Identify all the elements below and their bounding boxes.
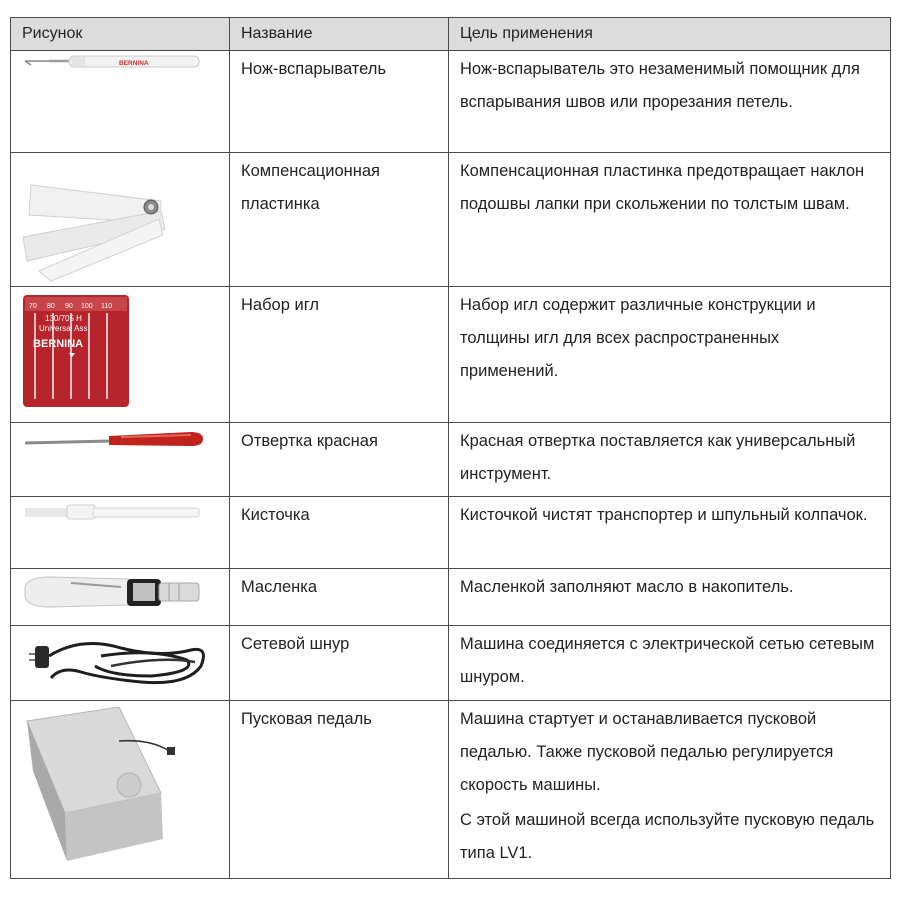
table-row bbox=[11, 423, 891, 497]
needle-size-label: 110 bbox=[101, 303, 113, 310]
needle-type: Universal Ass. bbox=[39, 324, 90, 333]
needle-size-label: 80 bbox=[47, 303, 55, 310]
table-row bbox=[11, 153, 891, 287]
accessories-table bbox=[10, 17, 891, 879]
name-cell: Компенсационная пластинка bbox=[230, 153, 449, 287]
purpose-cell bbox=[449, 497, 891, 569]
picture-cell bbox=[11, 153, 230, 287]
power-cord-image bbox=[11, 626, 228, 698]
name-cell: Пусковая педаль bbox=[230, 701, 449, 879]
needle-size-label: 100 bbox=[81, 303, 93, 310]
purpose-text: Красная отвертка поставляется как универсальный инструмент. bbox=[460, 432, 856, 483]
header-purpose: Цель применения bbox=[449, 18, 891, 51]
purpose-text: С этой машиной всегда используйте пусковую педаль типа LV1. bbox=[460, 811, 875, 862]
foot-control-image bbox=[11, 701, 228, 877]
purpose-cell bbox=[449, 153, 891, 287]
purpose-cell bbox=[449, 701, 891, 879]
name-cell: Набор игл bbox=[230, 287, 449, 423]
table-row bbox=[11, 287, 891, 423]
picture-cell bbox=[11, 287, 230, 423]
purpose-text: Машина стартует и останавливается пусковой педалью. Также пусковой педалью регулируется скорость машины. bbox=[460, 710, 834, 794]
picture-cell bbox=[11, 569, 230, 626]
purpose-text: Машина соединяется с электрической сетью сетевым шнуром. bbox=[460, 635, 875, 686]
purpose-cell bbox=[449, 423, 891, 497]
purpose-cell bbox=[449, 287, 891, 423]
oiler-image bbox=[11, 569, 228, 621]
header-name: Название bbox=[230, 18, 449, 51]
picture-cell bbox=[11, 701, 230, 879]
purpose-text: Масленкой заполняют масло в накопитель. bbox=[460, 578, 794, 596]
compensation-plate-image bbox=[11, 153, 228, 285]
needle-code: 130/705 H bbox=[45, 314, 82, 323]
needle-brand: BERNINA bbox=[33, 338, 84, 350]
seam-ripper-image bbox=[11, 51, 228, 91]
picture-cell bbox=[11, 626, 230, 701]
seam-ripper-brand: BERNINA bbox=[119, 60, 149, 67]
name-cell: Сетевой шнур bbox=[230, 626, 449, 701]
table-row bbox=[11, 701, 891, 879]
purpose-cell bbox=[449, 51, 891, 153]
purpose-text: Набор игл содержит различные конструкции и толщины игл для всех распространенных применений. bbox=[460, 296, 816, 380]
brush-image bbox=[11, 497, 228, 533]
name-cell: Масленка bbox=[230, 569, 449, 626]
purpose-text: Нож-вспарыватель это незаменимый помощник для вспарывания швов или прорезания петель. bbox=[460, 60, 860, 111]
purpose-cell bbox=[449, 626, 891, 701]
needle-size-label: 70 bbox=[29, 303, 37, 310]
picture-cell bbox=[11, 51, 230, 153]
table-row bbox=[11, 51, 891, 153]
header-row bbox=[11, 18, 891, 51]
table-row bbox=[11, 626, 891, 701]
name-cell: Нож-вспарыватель bbox=[230, 51, 449, 153]
purpose-cell bbox=[449, 569, 891, 626]
needle-size-label: 90 bbox=[65, 303, 73, 310]
table-row bbox=[11, 497, 891, 569]
name-cell: Кисточка bbox=[230, 497, 449, 569]
picture-cell bbox=[11, 497, 230, 569]
header-picture: Рисунок bbox=[11, 18, 230, 51]
needle-set-image bbox=[11, 287, 228, 421]
table-row bbox=[11, 569, 891, 626]
purpose-text: Кисточкой чистят транспортер и шпульный колпачок. bbox=[460, 506, 868, 524]
picture-cell bbox=[11, 423, 230, 497]
red-screwdriver-image bbox=[11, 423, 228, 463]
purpose-text: Компенсационная пластинка предотвращает наклон подошвы лапки при скольжении по толстым швам. bbox=[460, 162, 865, 213]
name-cell: Отвертка красная bbox=[230, 423, 449, 497]
